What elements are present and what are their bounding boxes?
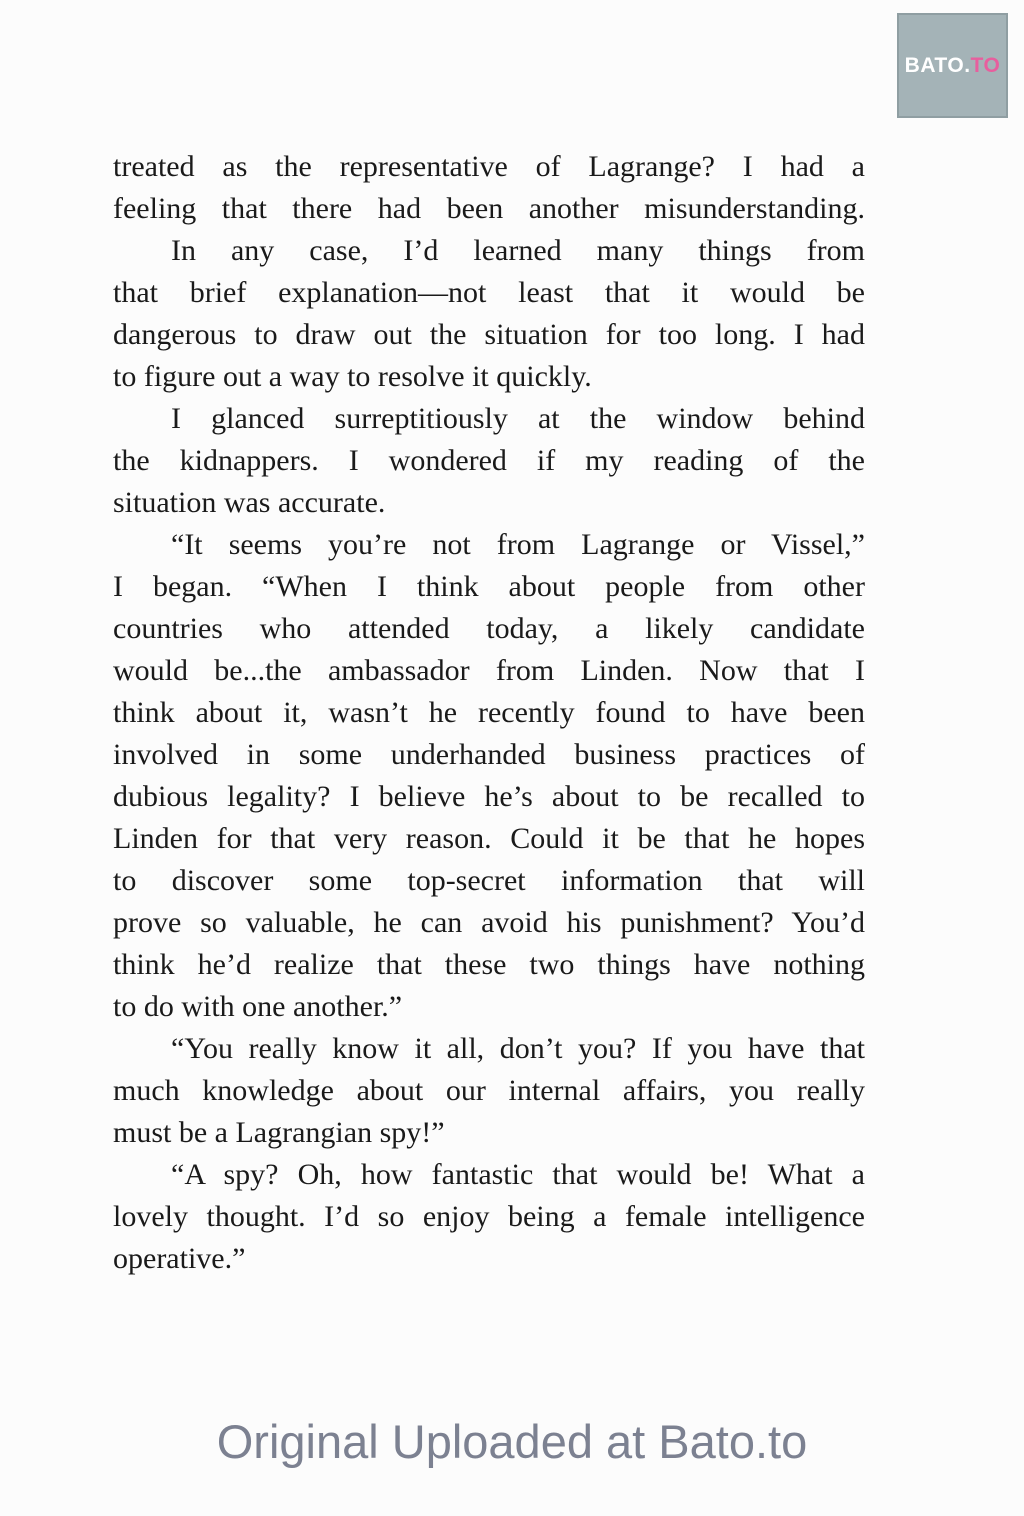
text-line: to discover some top-secret information that will: [113, 864, 865, 897]
paragraph: [113, 146, 865, 230]
upload-watermark: Original Uploaded at Bato.to: [216, 1415, 808, 1468]
paragraph: [113, 398, 865, 524]
text-line: feeling that there had been another misunderstanding.: [113, 192, 865, 225]
text-line: “You really know it all, don’t you? If you have that: [171, 1032, 865, 1065]
text-line: must be a Lagrangian spy!”: [113, 1116, 445, 1149]
text-line: think he’d realize that these two things have nothing: [113, 948, 865, 981]
text-line: would be...the ambassador from Linden. Now that I: [113, 654, 865, 687]
text-line: “A spy? Oh, how fantastic that would be! What a: [171, 1158, 865, 1191]
text-line: dubious legality? I believe he’s about to be recalled to: [113, 780, 865, 813]
text-line: Linden for that very reason. Could it be that he hopes: [113, 822, 865, 855]
paragraph: [113, 524, 865, 1028]
text-line: think about it, wasn’t he recently found to have been: [113, 696, 865, 729]
text-line: dangerous to draw out the situation for too long. I had: [113, 318, 865, 351]
text-line: treated as the representative of Lagrange? I had a: [113, 150, 865, 183]
text-line: I glanced surreptitiously at the window behind: [171, 402, 865, 435]
text-line: I began. “When I think about people from other: [113, 570, 865, 603]
text-line: much knowledge about our internal affairs, you really: [113, 1074, 865, 1107]
batoto-logo-badge: [897, 13, 1008, 118]
text-line: to figure out a way to resolve it quickly.: [113, 360, 592, 393]
text-line: that brief explanation—not least that it would be: [113, 276, 865, 309]
text-line: situation was accurate.: [113, 486, 386, 519]
logo-text-bato: BATO.: [904, 53, 971, 77]
text-line: involved in some underhanded business practices of: [113, 738, 865, 771]
text-line: operative.”: [113, 1242, 246, 1275]
logo-text-to: TO: [970, 53, 1001, 77]
text-line: In any case, I’d learned many things from: [171, 234, 865, 267]
text-line: to do with one another.”: [113, 990, 403, 1023]
text-line: prove so valuable, he can avoid his punishment? You’d: [113, 906, 865, 939]
text-line: “It seems you’re not from Lagrange or Vissel,”: [171, 528, 865, 561]
paragraph: [113, 1028, 865, 1154]
text-line: lovely thought. I’d so enjoy being a female intelligence: [113, 1200, 865, 1233]
paragraph: [113, 230, 865, 398]
text-line: countries who attended today, a likely candidate: [113, 612, 865, 645]
novel-text: [113, 146, 865, 1280]
text-line: the kidnappers. I wondered if my reading of the: [113, 444, 865, 477]
paragraph: [113, 1154, 865, 1280]
